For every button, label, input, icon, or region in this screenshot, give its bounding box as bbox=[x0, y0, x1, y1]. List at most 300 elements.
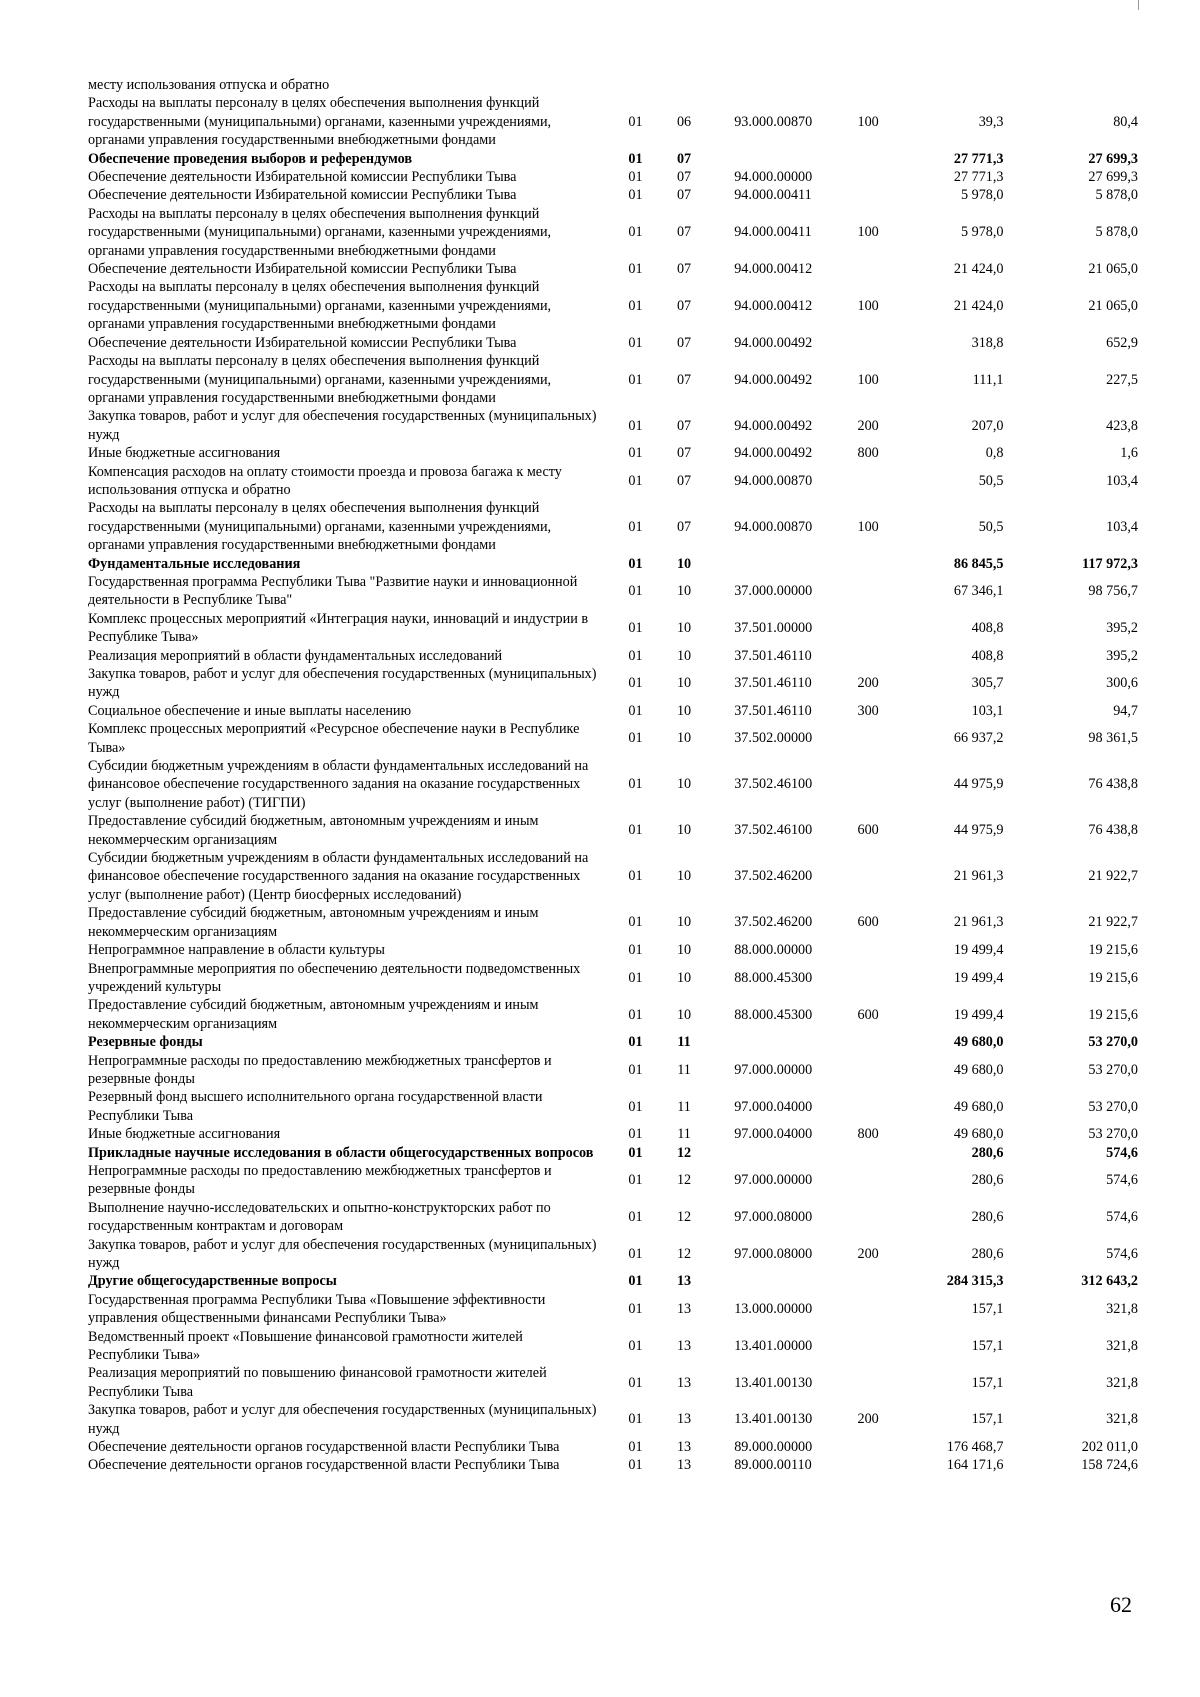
section-code: 01 bbox=[628, 1457, 643, 1474]
subsection-code: 10 bbox=[676, 583, 692, 600]
item-name: Непрограммные расходы по предоставлению межбюджетных трансфертов и резервные фонды bbox=[88, 1162, 552, 1198]
amount-year-2: 80,4 bbox=[1113, 113, 1139, 130]
item-name: Фундаментальные исследования bbox=[88, 555, 301, 572]
amount-year-2: 423,8 bbox=[1106, 417, 1139, 434]
target-article-code: 13.401.00000 bbox=[734, 1337, 813, 1354]
table-row bbox=[88, 94, 1138, 149]
target-article-code: 88.000.45300 bbox=[734, 969, 813, 986]
table-row bbox=[88, 444, 1138, 462]
amount-year-1: 21 424,0 bbox=[953, 261, 1004, 278]
amount-year-1: 305,7 bbox=[971, 675, 1004, 692]
subsection-code: 12 bbox=[676, 1245, 692, 1262]
table-row bbox=[88, 205, 1138, 260]
table-row bbox=[88, 278, 1138, 333]
expense-type-code: 100 bbox=[857, 518, 879, 535]
subsection-code: 12 bbox=[676, 1208, 692, 1225]
table-row bbox=[88, 260, 1138, 278]
subsection-code: 13 bbox=[676, 1273, 692, 1290]
expense-type-code: 600 bbox=[857, 914, 879, 931]
subsection-code: 10 bbox=[676, 969, 692, 986]
item-name: Закупка товаров, работ и услуг для обеспечения государственных (муниципальных) нужд bbox=[88, 1236, 597, 1271]
amount-year-1: 408,8 bbox=[971, 647, 1004, 664]
table-row bbox=[88, 76, 1138, 94]
section-code: 01 bbox=[628, 334, 643, 351]
target-article-code: 97.000.04000 bbox=[734, 1098, 813, 1115]
target-article-code: 93.000.00870 bbox=[734, 113, 813, 130]
amount-year-1: 103,1 bbox=[971, 702, 1004, 719]
subsection-code: 07 bbox=[676, 417, 692, 434]
item-name: Расходы на выплаты персоналу в целях обеспечения выполнения функций государственными (муниципальными) органами, казенными учреждениями, органами управления государственными внебюджетными фондами bbox=[88, 205, 552, 259]
item-name: Обеспечение деятельности Избирательной комиссии Республики Тыва bbox=[88, 187, 517, 204]
amount-year-1: 280,6 bbox=[971, 1245, 1004, 1262]
amount-year-1: 21 961,3 bbox=[953, 914, 1004, 931]
amount-year-2: 395,2 bbox=[1106, 619, 1139, 636]
section-code: 01 bbox=[628, 969, 643, 986]
table-row bbox=[88, 757, 1138, 812]
item-name: Закупка товаров, работ и услуг для обеспечения государственных (муниципальных) нужд bbox=[88, 1402, 597, 1437]
table-section-row bbox=[88, 1272, 1138, 1290]
table-row bbox=[88, 960, 1138, 997]
section-code: 01 bbox=[628, 776, 643, 793]
subsection-code: 10 bbox=[676, 942, 692, 959]
table-row bbox=[88, 463, 1138, 500]
subsection-code: 07 bbox=[676, 371, 692, 388]
item-name: Обеспечение деятельности Избирательной комиссии Республики Тыва bbox=[88, 261, 517, 278]
expense-type-code: 100 bbox=[857, 224, 879, 241]
amount-year-2: 312 643,2 bbox=[1081, 1273, 1139, 1290]
target-article-code: 37.502.46100 bbox=[734, 776, 813, 793]
target-article-code: 94.000.00411 bbox=[734, 224, 812, 241]
amount-year-1: 49 680,0 bbox=[953, 1126, 1004, 1143]
section-code: 01 bbox=[628, 472, 643, 489]
section-code: 01 bbox=[628, 868, 643, 885]
item-name: Обеспечение деятельности Избирательной комиссии Республики Тыва bbox=[88, 334, 517, 351]
item-name: Резервные фонды bbox=[88, 1034, 203, 1051]
amount-year-2: 27 699,3 bbox=[1088, 169, 1139, 186]
subsection-code: 07 bbox=[676, 445, 692, 462]
amount-year-2: 103,4 bbox=[1106, 518, 1139, 535]
amount-year-2: 5 878,0 bbox=[1095, 187, 1139, 204]
amount-year-2: 574,6 bbox=[1106, 1144, 1139, 1161]
subsection-code: 10 bbox=[676, 1006, 692, 1023]
subsection-code: 07 bbox=[676, 297, 692, 314]
item-name: Закупка товаров, работ и услуг для обеспечения государственных (муниципальных) нужд bbox=[88, 408, 597, 443]
target-article-code: 97.000.08000 bbox=[734, 1208, 813, 1225]
target-article-code: 37.502.46200 bbox=[734, 868, 813, 885]
item-name: Обеспечение деятельности Избирательной комиссии Республики Тыва bbox=[88, 169, 517, 186]
table-row bbox=[88, 573, 1138, 610]
amount-year-2: 53 270,0 bbox=[1088, 1126, 1139, 1143]
amount-year-2: 21 922,7 bbox=[1088, 914, 1139, 931]
table-row bbox=[88, 168, 1138, 186]
section-code: 01 bbox=[628, 822, 643, 839]
amount-year-2: 574,6 bbox=[1106, 1245, 1139, 1262]
section-code: 01 bbox=[628, 113, 643, 130]
amount-year-2: 321,8 bbox=[1106, 1411, 1139, 1428]
target-article-code: 89.000.00110 bbox=[734, 1457, 812, 1474]
target-article-code: 94.000.00870 bbox=[734, 518, 813, 535]
section-code: 01 bbox=[628, 1006, 643, 1023]
item-name: месту использования отпуска и обратно bbox=[88, 77, 330, 93]
expense-type-code: 600 bbox=[857, 1006, 879, 1023]
amount-year-1: 49 680,0 bbox=[953, 1034, 1004, 1051]
item-name: Непрограммные расходы по предоставлению межбюджетных трансфертов и резервные фонды bbox=[88, 1052, 552, 1087]
item-name: Резервный фонд высшего исполнительного органа государственной власти Республики Тыва bbox=[88, 1089, 543, 1124]
amount-year-1: 44 975,9 bbox=[953, 776, 1004, 793]
amount-year-1: 280,6 bbox=[971, 1208, 1004, 1225]
amount-year-2: 76 438,8 bbox=[1088, 776, 1139, 793]
item-name: Выполнение научно-исследовательских и опытно-конструкторских работ по государственным контрактам и договорам bbox=[88, 1199, 551, 1235]
item-name: Расходы на выплаты персоналу в целях обеспечения выполнения функций государственными (муниципальными) органами, казенными учреждениями, органами управления государственными внебюджетными фондами bbox=[88, 353, 552, 406]
subsection-code: 10 bbox=[676, 675, 692, 692]
table-row bbox=[88, 1199, 1138, 1236]
subsection-code: 13 bbox=[676, 1301, 692, 1318]
subsection-code: 10 bbox=[676, 702, 692, 719]
section-code: 01 bbox=[628, 1098, 643, 1115]
amount-year-1: 50,5 bbox=[978, 472, 1004, 489]
table-section-row bbox=[88, 1144, 1138, 1162]
section-code: 01 bbox=[628, 1439, 643, 1456]
item-name: Расходы на выплаты персоналу в целях обеспечения выполнения функций государственными (муниципальными) органами, казенными учреждениями, органами управления государственными внебюджетными фондами bbox=[88, 279, 552, 333]
section-code: 01 bbox=[628, 1411, 643, 1428]
subsection-code: 10 bbox=[676, 822, 692, 839]
section-code: 01 bbox=[628, 1208, 643, 1225]
item-name: Компенсация расходов на оплату стоимости проезда и провоза багажа к месту использования отпуска и обратно bbox=[88, 463, 562, 498]
subsection-code: 07 bbox=[676, 261, 692, 278]
target-article-code: 97.000.00000 bbox=[734, 1061, 813, 1078]
amount-year-2: 227,5 bbox=[1106, 371, 1139, 388]
subsection-code: 13 bbox=[676, 1439, 692, 1456]
amount-year-2: 27 699,3 bbox=[1088, 150, 1139, 167]
target-article-code: 94.000.00412 bbox=[734, 297, 813, 314]
subsection-code: 07 bbox=[676, 169, 692, 186]
table-row bbox=[88, 849, 1138, 904]
section-code: 01 bbox=[628, 583, 643, 600]
amount-year-1: 318,8 bbox=[971, 334, 1004, 351]
section-code: 01 bbox=[628, 518, 643, 535]
amount-year-2: 321,8 bbox=[1106, 1374, 1139, 1391]
amount-year-1: 19 499,4 bbox=[953, 942, 1004, 959]
table-row bbox=[88, 812, 1138, 849]
section-code: 01 bbox=[628, 371, 643, 388]
amount-year-1: 111,1 bbox=[972, 371, 1004, 388]
table-row bbox=[88, 1456, 1138, 1474]
amount-year-2: 76 438,8 bbox=[1088, 822, 1139, 839]
amount-year-1: 21 424,0 bbox=[953, 297, 1004, 314]
table-row bbox=[88, 1364, 1138, 1401]
table-section-row bbox=[88, 1033, 1138, 1051]
amount-year-2: 21 922,7 bbox=[1088, 868, 1139, 885]
item-name: Государственная программа Республики Тыва "Развитие науки и инновационной деятельности в Республике Тыва" bbox=[88, 573, 578, 609]
amount-year-1: 21 961,3 bbox=[953, 868, 1004, 885]
amount-year-2: 117 972,3 bbox=[1082, 555, 1139, 572]
item-name: Закупка товаров, работ и услуг для обеспечения государственных (муниципальных) нужд bbox=[88, 666, 597, 701]
table-row bbox=[88, 1291, 1138, 1328]
item-name: Обеспечение проведения выборов и референдумов bbox=[88, 150, 413, 167]
amount-year-1: 280,6 bbox=[971, 1172, 1004, 1189]
target-article-code: 94.000.00000 bbox=[734, 169, 813, 186]
subsection-code: 06 bbox=[676, 113, 692, 130]
expense-type-code: 300 bbox=[857, 702, 879, 719]
subsection-code: 10 bbox=[676, 730, 692, 747]
item-name: Субсидии бюджетным учреждениям в области фундаментальных исследований на финансовое обеспечение государственного задания на оказание государственных услуг (выполнение работ) (Центр биосферных исследований) bbox=[88, 850, 589, 903]
amount-year-2: 21 065,0 bbox=[1088, 297, 1139, 314]
section-code: 01 bbox=[628, 1301, 643, 1318]
amount-year-2: 158 724,6 bbox=[1081, 1457, 1139, 1474]
expense-type-code: 600 bbox=[857, 822, 879, 839]
amount-year-1: 157,1 bbox=[971, 1337, 1004, 1354]
target-article-code: 13.000.00000 bbox=[734, 1301, 813, 1318]
subsection-code: 12 bbox=[676, 1172, 692, 1189]
amount-year-2: 395,2 bbox=[1106, 647, 1139, 664]
section-code: 01 bbox=[628, 914, 643, 931]
amount-year-2: 574,6 bbox=[1106, 1172, 1139, 1189]
amount-year-1: 207,0 bbox=[971, 417, 1004, 434]
item-name: Реализация мероприятий в области фундаментальных исследований bbox=[88, 647, 503, 664]
table-row bbox=[88, 647, 1138, 665]
section-code: 01 bbox=[628, 1126, 643, 1143]
subsection-code: 11 bbox=[677, 1126, 691, 1143]
target-article-code: 94.000.00492 bbox=[734, 371, 813, 388]
item-name: Иные бюджетные ассигнования bbox=[88, 1126, 281, 1143]
section-code: 01 bbox=[628, 1273, 643, 1290]
section-code: 01 bbox=[628, 150, 643, 167]
item-name: Расходы на выплаты персоналу в целях обеспечения выполнения функций государственными (муниципальными) органами, казенными учреждениями, органами управления государственными внебюджетными фондами bbox=[88, 95, 552, 149]
table-row bbox=[88, 996, 1138, 1033]
amount-year-1: 49 680,0 bbox=[953, 1061, 1004, 1078]
item-name: Субсидии бюджетным учреждениям в области фундаментальных исследований на финансовое обеспечение государственного задания на оказание государственных услуг (выполнение работ) (ТИГПИ) bbox=[88, 758, 589, 811]
target-article-code: 37.501.46110 bbox=[734, 675, 812, 692]
amount-year-2: 94,7 bbox=[1113, 702, 1139, 719]
expense-type-code: 200 bbox=[857, 1245, 879, 1262]
section-code: 01 bbox=[628, 730, 643, 747]
target-article-code: 89.000.00000 bbox=[734, 1439, 813, 1456]
amount-year-2: 1,6 bbox=[1120, 445, 1139, 462]
subsection-code: 13 bbox=[676, 1411, 692, 1428]
section-code: 01 bbox=[628, 1245, 643, 1262]
amount-year-2: 53 270,0 bbox=[1088, 1034, 1139, 1051]
table-section-row bbox=[88, 555, 1138, 573]
scan-edge-mark bbox=[1138, 0, 1139, 10]
item-name: Социальное обеспечение и иные выплаты населению bbox=[88, 702, 412, 719]
subsection-code: 07 bbox=[676, 334, 692, 351]
section-code: 01 bbox=[628, 187, 643, 204]
target-article-code: 97.000.08000 bbox=[734, 1245, 813, 1262]
target-article-code: 94.000.00492 bbox=[734, 445, 813, 462]
amount-year-2: 652,9 bbox=[1106, 334, 1139, 351]
item-name: Обеспечение деятельности органов государственной власти Республики Тыва bbox=[88, 1439, 560, 1456]
table-row bbox=[88, 720, 1138, 757]
expense-type-code: 100 bbox=[857, 371, 879, 388]
item-name: Другие общегосударственные вопросы bbox=[88, 1273, 337, 1290]
section-code: 01 bbox=[628, 224, 643, 241]
table-row bbox=[88, 186, 1138, 204]
section-code: 01 bbox=[628, 1144, 643, 1161]
target-article-code: 94.000.00870 bbox=[734, 472, 813, 489]
amount-year-2: 53 270,0 bbox=[1088, 1061, 1139, 1078]
amount-year-1: 284 315,3 bbox=[946, 1273, 1004, 1290]
section-code: 01 bbox=[628, 702, 643, 719]
amount-year-1: 86 845,5 bbox=[953, 555, 1004, 572]
item-name: Комплекс процессных мероприятий «Ресурсное обеспечение науки в Республике Тыва» bbox=[88, 721, 580, 756]
section-code: 01 bbox=[628, 297, 643, 314]
expense-type-code: 100 bbox=[857, 297, 879, 314]
subsection-code: 10 bbox=[676, 776, 692, 793]
amount-year-2: 19 215,6 bbox=[1088, 1006, 1139, 1023]
section-code: 01 bbox=[628, 1034, 643, 1051]
amount-year-2: 321,8 bbox=[1106, 1337, 1139, 1354]
table-row bbox=[88, 1125, 1138, 1143]
table-row bbox=[88, 702, 1138, 720]
amount-year-1: 0,8 bbox=[985, 445, 1004, 462]
table-row bbox=[88, 1088, 1138, 1125]
section-code: 01 bbox=[628, 675, 643, 692]
target-article-code: 94.000.00411 bbox=[734, 187, 812, 204]
amount-year-2: 300,6 bbox=[1106, 675, 1139, 692]
section-code: 01 bbox=[628, 261, 643, 278]
table-section-row bbox=[88, 150, 1138, 168]
item-name: Государственная программа Республики Тыва «Повышение эффективности управления общественными финансами Республики Тыва» bbox=[88, 1291, 546, 1327]
item-name: Обеспечение деятельности органов государственной власти Республики Тыва bbox=[88, 1457, 560, 1474]
target-article-code: 97.000.00000 bbox=[734, 1172, 813, 1189]
section-code: 01 bbox=[628, 555, 643, 572]
amount-year-1: 49 680,0 bbox=[953, 1098, 1004, 1115]
item-name: Предоставление субсидий бюджетным, автономным учреждениям и иным некоммерческим организациям bbox=[88, 997, 539, 1032]
target-article-code: 88.000.00000 bbox=[734, 942, 813, 959]
table-row bbox=[88, 1162, 1138, 1199]
amount-year-1: 157,1 bbox=[971, 1374, 1004, 1391]
section-code: 01 bbox=[628, 1172, 643, 1189]
amount-year-1: 5 978,0 bbox=[960, 224, 1004, 241]
item-name: Внепрограммные мероприятия по обеспечению деятельности подведомственных учреждений культуры bbox=[88, 960, 581, 995]
subsection-code: 12 bbox=[676, 1144, 692, 1161]
table-row bbox=[88, 499, 1138, 554]
table-row bbox=[88, 1052, 1138, 1089]
amount-year-1: 67 346,1 bbox=[953, 583, 1004, 600]
subsection-code: 10 bbox=[676, 647, 692, 664]
section-code: 01 bbox=[628, 169, 643, 186]
table-row bbox=[88, 904, 1138, 941]
subsection-code: 07 bbox=[676, 224, 692, 241]
section-code: 01 bbox=[628, 445, 643, 462]
amount-year-2: 103,4 bbox=[1106, 472, 1139, 489]
section-code: 01 bbox=[628, 647, 643, 664]
item-name: Расходы на выплаты персоналу в целях обеспечения выполнения функций государственными (муниципальными) органами, казенными учреждениями, органами управления государственными внебюджетными фондами bbox=[88, 500, 552, 554]
amount-year-2: 21 065,0 bbox=[1088, 261, 1139, 278]
amount-year-1: 44 975,9 bbox=[953, 822, 1004, 839]
page-number: 62 bbox=[1110, 1592, 1132, 1617]
amount-year-1: 66 937,2 bbox=[953, 730, 1004, 747]
expense-type-code: 800 bbox=[857, 445, 879, 462]
subsection-code: 10 bbox=[676, 914, 692, 931]
table-row bbox=[88, 352, 1138, 407]
section-code: 01 bbox=[628, 1061, 643, 1078]
section-code: 01 bbox=[628, 417, 643, 434]
amount-year-1: 19 499,4 bbox=[953, 1006, 1004, 1023]
amount-year-2: 98 361,5 bbox=[1088, 730, 1139, 747]
amount-year-1: 176 468,7 bbox=[946, 1439, 1004, 1456]
target-article-code: 37.501.46110 bbox=[734, 647, 812, 664]
amount-year-2: 202 011,0 bbox=[1081, 1439, 1139, 1456]
target-article-code: 97.000.04000 bbox=[734, 1126, 813, 1143]
section-code: 01 bbox=[628, 619, 643, 636]
target-article-code: 37.501.00000 bbox=[734, 619, 813, 636]
amount-year-2: 19 215,6 bbox=[1088, 942, 1139, 959]
target-article-code: 37.000.00000 bbox=[734, 583, 813, 600]
subsection-code: 07 bbox=[676, 472, 692, 489]
table-row bbox=[88, 334, 1138, 352]
amount-year-2: 574,6 bbox=[1106, 1208, 1139, 1225]
section-code: 01 bbox=[628, 1374, 643, 1391]
amount-year-1: 5 978,0 bbox=[960, 187, 1004, 204]
target-article-code: 94.000.00412 bbox=[734, 261, 813, 278]
amount-year-1: 408,8 bbox=[971, 619, 1004, 636]
amount-year-1: 19 499,4 bbox=[953, 969, 1004, 986]
subsection-code: 11 bbox=[677, 1061, 691, 1078]
target-article-code: 13.401.00130 bbox=[734, 1411, 813, 1428]
table-row bbox=[88, 407, 1138, 444]
table-row bbox=[88, 941, 1138, 959]
budget-table bbox=[88, 76, 1138, 1475]
target-article-code: 37.502.00000 bbox=[734, 730, 813, 747]
item-name: Реализация мероприятий по повышению финансовой грамотности жителей Республики Тыва bbox=[88, 1365, 547, 1400]
subsection-code: 13 bbox=[676, 1337, 692, 1354]
amount-year-2: 321,8 bbox=[1106, 1301, 1139, 1318]
subsection-code: 10 bbox=[676, 619, 692, 636]
amount-year-2: 53 270,0 bbox=[1088, 1098, 1139, 1115]
subsection-code: 07 bbox=[676, 150, 692, 167]
amount-year-2: 19 215,6 bbox=[1088, 969, 1139, 986]
amount-year-1: 157,1 bbox=[971, 1301, 1004, 1318]
target-article-code: 37.501.46110 bbox=[734, 702, 812, 719]
expense-type-code: 800 bbox=[857, 1126, 879, 1143]
target-article-code: 94.000.00492 bbox=[734, 334, 813, 351]
table-row bbox=[88, 1236, 1138, 1273]
item-name: Непрограммное направление в области культуры bbox=[88, 942, 385, 959]
table-row bbox=[88, 1401, 1138, 1438]
expense-type-code: 200 bbox=[857, 417, 879, 434]
amount-year-1: 164 171,6 bbox=[946, 1457, 1004, 1474]
subsection-code: 13 bbox=[676, 1374, 692, 1391]
table-row bbox=[88, 1438, 1138, 1456]
expense-type-code: 200 bbox=[857, 675, 879, 692]
target-article-code: 37.502.46200 bbox=[734, 914, 813, 931]
item-name: Предоставление субсидий бюджетным, автономным учреждениям и иным некоммерческим организациям bbox=[88, 905, 539, 940]
section-code: 01 bbox=[628, 1337, 643, 1354]
item-name: Иные бюджетные ассигнования bbox=[88, 445, 281, 462]
amount-year-1: 157,1 bbox=[971, 1411, 1004, 1428]
subsection-code: 11 bbox=[677, 1098, 691, 1115]
item-name: Комплекс процессных мероприятий «Интеграция науки, инноваций и индустрии в Республике Тыва» bbox=[88, 610, 589, 646]
section-code: 01 bbox=[628, 942, 643, 959]
subsection-code: 07 bbox=[676, 187, 692, 204]
item-name: Предоставление субсидий бюджетным, автономным учреждениям и иным некоммерческим организациям bbox=[88, 813, 539, 848]
amount-year-1: 50,5 bbox=[978, 518, 1004, 535]
subsection-code: 11 bbox=[677, 1034, 691, 1051]
expense-type-code: 100 bbox=[857, 113, 879, 130]
expense-type-code: 200 bbox=[857, 1411, 879, 1428]
amount-year-1: 39,3 bbox=[978, 113, 1004, 130]
subsection-code: 10 bbox=[676, 555, 692, 572]
amount-year-1: 280,6 bbox=[971, 1144, 1004, 1161]
target-article-code: 37.502.46100 bbox=[734, 822, 813, 839]
amount-year-2: 5 878,0 bbox=[1095, 224, 1139, 241]
item-name: Прикладные научные исследования в области общегосударственных вопросов bbox=[88, 1144, 594, 1161]
table-row bbox=[88, 610, 1138, 647]
subsection-code: 07 bbox=[676, 518, 692, 535]
table-row bbox=[88, 665, 1138, 702]
target-article-code: 88.000.45300 bbox=[734, 1006, 813, 1023]
